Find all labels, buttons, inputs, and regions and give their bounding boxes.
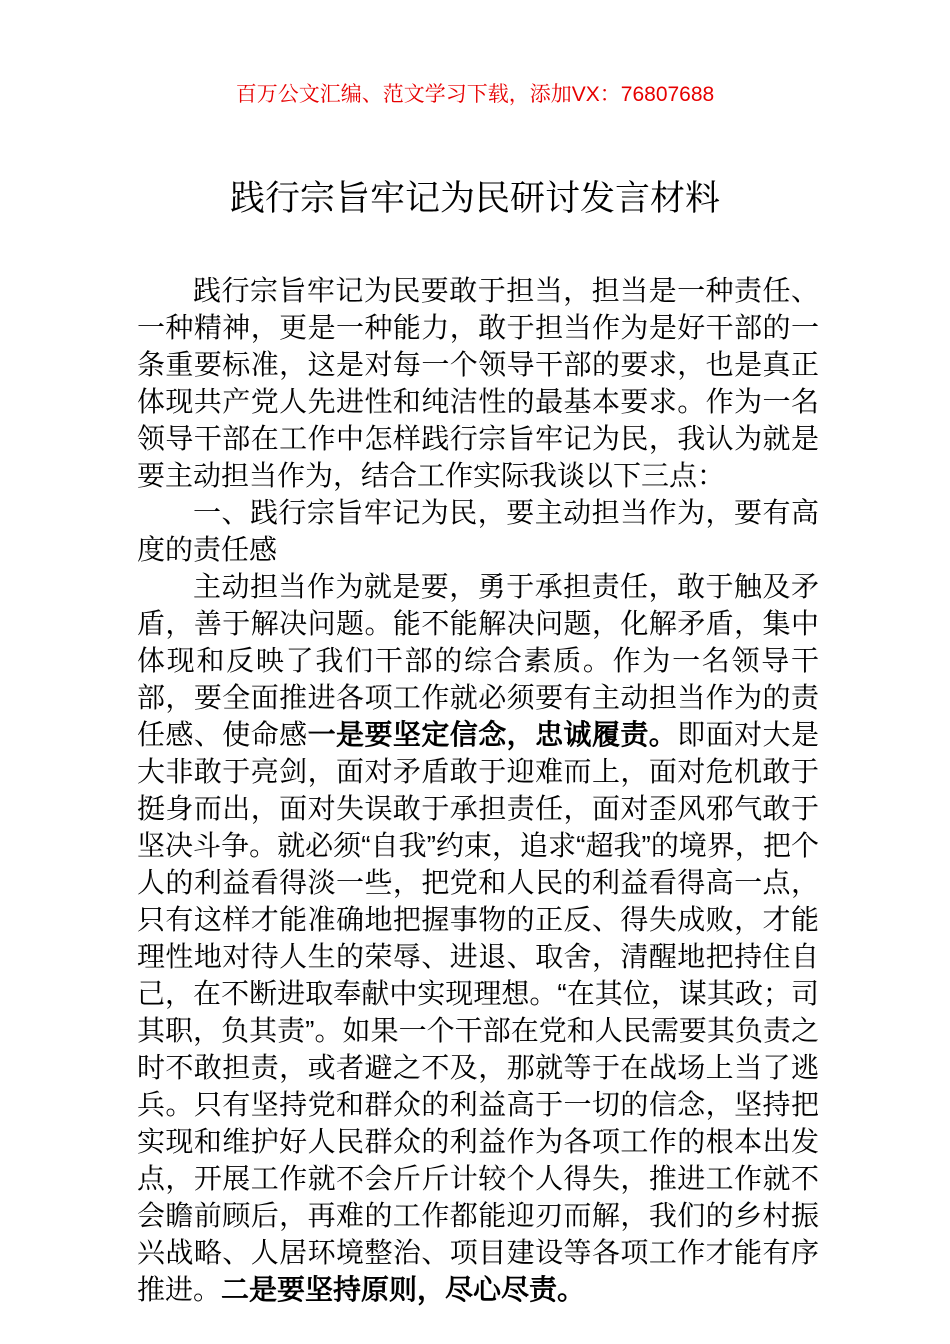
- paragraph: [137, 272, 819, 494]
- header-notice: 百万公文汇编、范文学习下载，添加VX：76807688: [235, 83, 715, 106]
- bold-text-run: 一是要坚定信念，忠诚履责。: [307, 719, 678, 750]
- text-run: 践行宗旨牢记为民要敢于担当，担当是一种责任、一种精神，更是一种能力，敢于担当作为是好干部的一条重要标准，这是对每一个领导干部的要求，也是真正体现共产党人先进性和纯洁性的最基本要求。作为一名领导干部在工作中怎样践行宗旨牢记为民，我认为就是要主动担当作为，结合工作实际我谈以下三点：: [137, 275, 819, 491]
- text-run: 主动担当作为就是要，勇于承担责任，敢于触及矛盾，善于解决问题。能不能解决问题，化解矛盾，集中体现和反映了我们干部的综合素质。作为一名领导干部，要全面推进各项工作就必须要有主动担当作为的责任感、使命感: [137, 571, 819, 750]
- document-title: 践行宗旨牢记为民研讨发言材料: [229, 179, 720, 218]
- section-heading: [137, 494, 819, 568]
- bold-text-run: 二是要坚持原则，尽心尽责。: [221, 1274, 586, 1305]
- document-body: [137, 272, 819, 1308]
- paragraph: [137, 568, 819, 1308]
- text-run: 即面对大是大非敢于亮剑，面对矛盾敢于迎难而上，面对危机敢于挺身而出，面对失误敢于承担责任，面对歪风邪气敢于坚决斗争。就必须“自我”约束，追求“超我”的境界，把个人的利益看得淡一些，把党和人民的利益看得高一点，只有这样才能准确地把握事物的正反、得失成败，才能理性地对待人生的荣辱、进退、取舍，清醒地把持住自己，在不断进取奉献中实现理想。“在其位，谋其政；司其职，负其责”。如果一个干部在党和人民需要其负责之时不敢担责，或者避之不及，那就等于在战场上当了逃兵。只有坚持党和群众的利益高于一切的信念，坚持把实现和维护好人民群众的利益作为各项工作的根本出发点，开展工作就不会斤斤计较个人得失，推进工作就不会瞻前顾后，再难的工作都能迎刃而解，我们的乡村振兴战略、人居环境整治、项目建设等各项工作才能有序推进。: [137, 719, 819, 1305]
- text-run: 一、践行宗旨牢记为民，要主动担当作为，要有高度的责任感: [137, 497, 819, 565]
